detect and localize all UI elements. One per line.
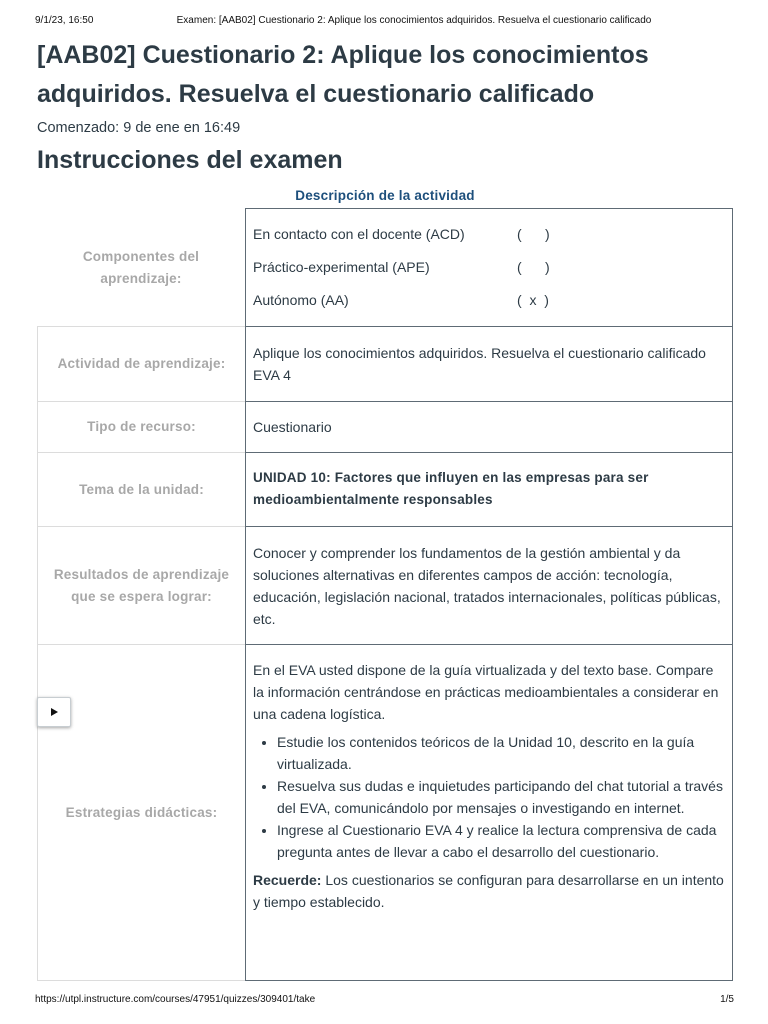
print-title: Examen: [AAB02] Cuestionario 2: Aplique los conocimientos adquiridos. Resuelva el cuestionario calificado bbox=[176, 15, 652, 26]
print-header bbox=[0, 15, 768, 31]
component-name: Práctico-experimental (APE) bbox=[253, 259, 430, 275]
row-value bbox=[245, 644, 733, 981]
row-label: Actividad de aprendizaje: bbox=[37, 326, 245, 402]
row-strategies bbox=[37, 644, 733, 981]
row-resource bbox=[37, 401, 733, 453]
row-value bbox=[245, 326, 733, 402]
row-label: Estrategias didácticas: bbox=[37, 644, 245, 981]
page-number: 1/5 bbox=[720, 994, 734, 1005]
row-value bbox=[245, 401, 733, 453]
row-activity bbox=[37, 326, 733, 402]
table-caption: Descripción de la actividad bbox=[295, 188, 475, 203]
row-label: Tipo de recurso: bbox=[37, 401, 245, 453]
row-label: Componentes del aprendizaje: bbox=[82, 248, 200, 286]
results-text: Conocer y comprender los fundamentos de la gestión ambiental y da soluciones alternativas en diferentes campos de acción: tecnología, educación, legislación nacional, tratados internacionales, políticas públicas, etc. bbox=[253, 545, 721, 627]
row-value bbox=[245, 208, 733, 327]
resource-text: Cuestionario bbox=[253, 419, 332, 435]
row-value bbox=[245, 452, 733, 527]
print-url: https://utpl.instructure.com/courses/47951/quizzes/309401/take bbox=[35, 994, 316, 1005]
row-components bbox=[37, 208, 733, 327]
print-datetime: 9/1/23, 16:50 bbox=[35, 15, 94, 26]
component-name: Autónomo (AA) bbox=[253, 292, 349, 308]
list-item: • Ingrese al Cuestionario EVA 4 y realice la lectura comprensiva de cada pregunta antes de llevar a cabo el desarrollo del cuestionario. bbox=[277, 819, 725, 863]
list-item: • Resuelva sus dudas e inquietudes participando del chat tutorial a través del EVA, comunicándolo por mensajes o investigando en internet. bbox=[277, 775, 725, 819]
row-value bbox=[245, 526, 733, 645]
started-timestamp: Comenzado: 9 de ene en 16:49 bbox=[37, 120, 241, 136]
row-unit bbox=[37, 452, 733, 527]
unit-text: UNIDAD 10: Factores que influyen en las empresas para ser medioambientalmente responsables bbox=[253, 470, 649, 507]
component-name: En contacto con el docente (ACD) bbox=[253, 226, 465, 242]
play-button[interactable] bbox=[37, 697, 71, 727]
section-title: Instrucciones del examen bbox=[37, 146, 343, 174]
page-title: [AAB02] Cuestionario 2: Aplique los conocimientos adquiridos. Resuelva el cuestionario calificado bbox=[37, 41, 649, 108]
list-item: • Estudie los contenidos teóricos de la Unidad 10, descrito en la guía virtualizada. bbox=[277, 731, 725, 775]
strategies-intro: En el EVA usted dispone de la guía virtualizada y del texto base. Compare la información centrándose en prácticas medioambientales a considerar en una cadena logística. bbox=[253, 662, 719, 722]
row-label: Tema de la unidad: bbox=[37, 452, 245, 527]
activity-text: Aplique los conocimientos adquiridos. Resuelva el cuestionario calificado EVA 4 bbox=[253, 345, 706, 383]
play-icon bbox=[49, 707, 59, 717]
remember-text: Los cuestionarios se configuran para desarrollarse en un intento y tiempo establecido. bbox=[253, 872, 724, 910]
row-results bbox=[37, 526, 733, 645]
remember-note bbox=[253, 869, 725, 913]
component-mark: ( x ) bbox=[517, 292, 549, 308]
component-mark: ( ) bbox=[517, 259, 550, 275]
strategies-list bbox=[253, 731, 725, 863]
print-footer bbox=[0, 994, 768, 1008]
row-label: Resultados de aprendizaje que se espera lograr: bbox=[37, 526, 245, 645]
component-mark: ( ) bbox=[517, 226, 550, 242]
remember-label: Recuerde: bbox=[253, 872, 322, 888]
